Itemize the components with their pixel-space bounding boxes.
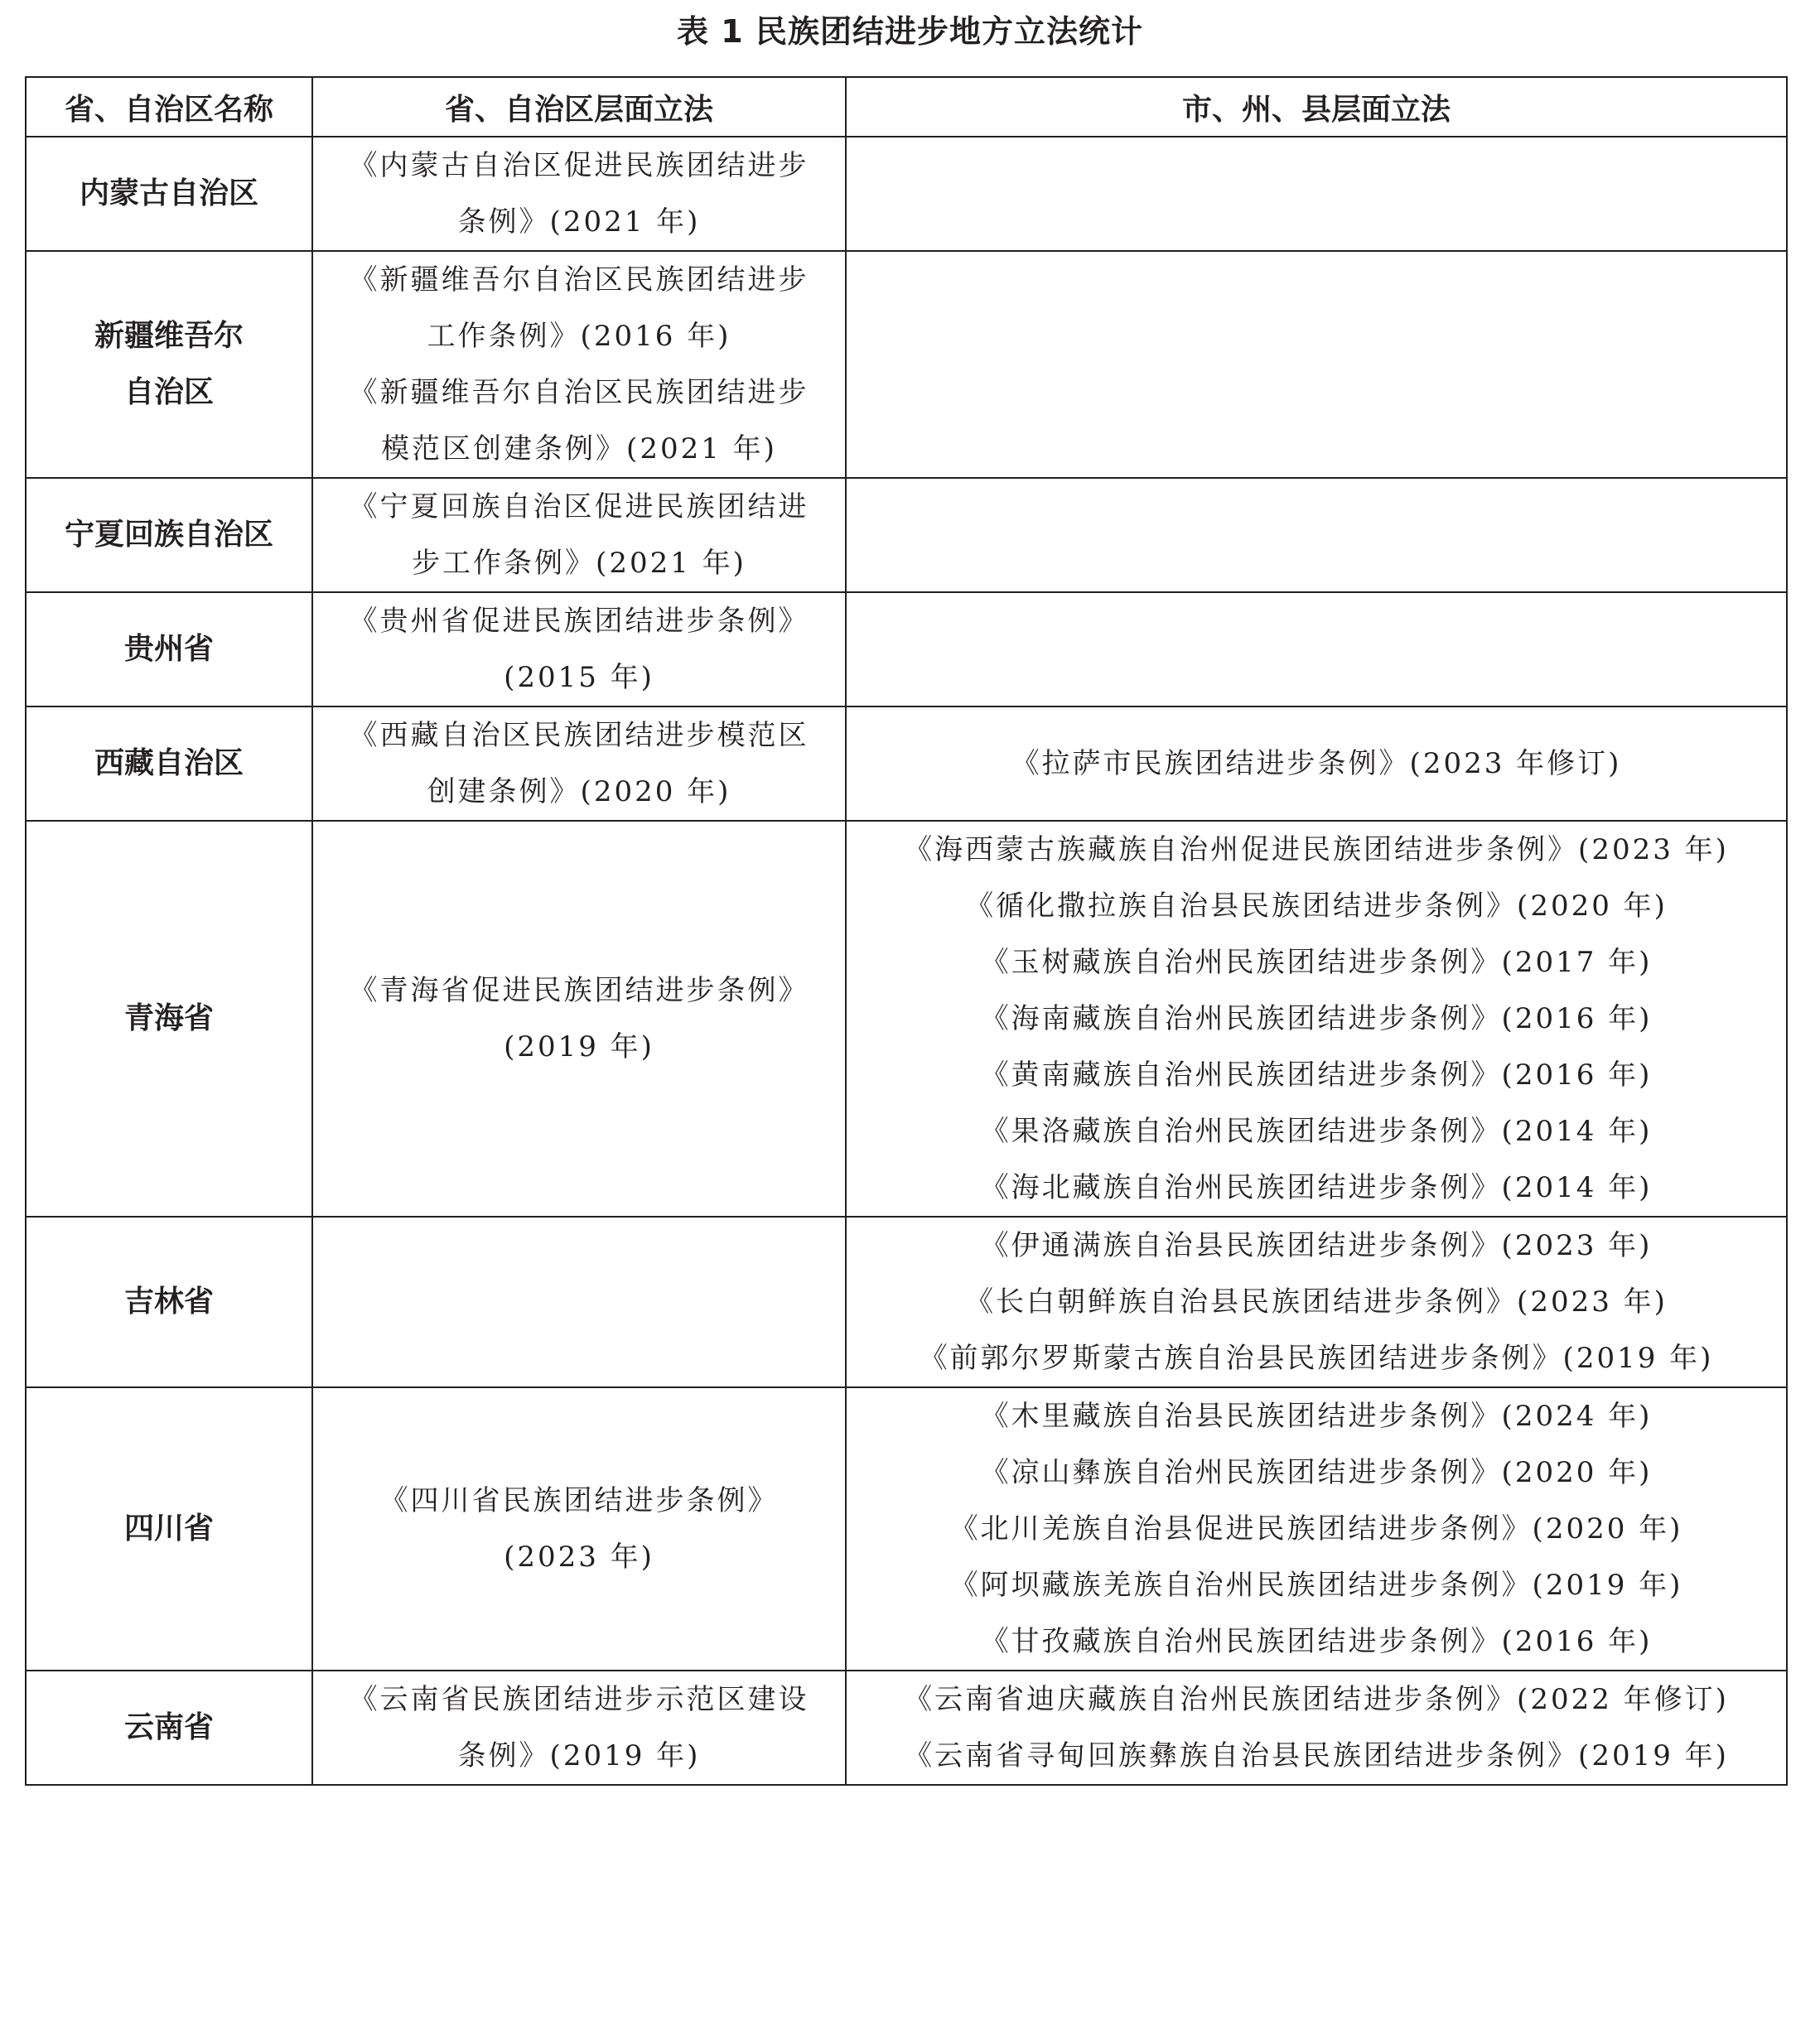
local-law-cell [846,592,1787,706]
local-law-line: 《木里藏族自治县民族团结进步条例》(2024 年) [980,1400,1653,1433]
local-law-cell [846,1387,1787,1671]
province-name-cell [26,251,312,478]
provincial-law-cell [312,137,846,251]
local-law-line: 《海南藏族自治州民族团结进步条例》(2016 年) [980,1002,1653,1035]
province-name-line: 宁夏回族自治区 [64,518,273,552]
header-local-legislation: 市、州、县层面立法 [846,77,1787,137]
province-name-line: 西藏自治区 [94,746,244,780]
header-provincial-legislation: 省、自治区层面立法 [312,77,846,137]
province-name-cell [26,592,312,706]
table-row [26,137,1787,251]
local-law-cell [846,1671,1787,1785]
provincial-law-line: 模范区创建条例》(2021 年) [381,432,777,465]
provincial-law-line: 条例》(2019 年) [457,1739,701,1772]
local-law-line: 《阿坝藏族羌族自治州民族团结进步条例》(2019 年) [949,1569,1683,1602]
provincial-law-cell [312,821,846,1217]
provincial-law-line: (2019 年) [504,1030,654,1063]
province-name-line: 吉林省 [123,1285,214,1319]
provincial-law-cell [312,1671,846,1785]
provincial-law-line: 《西藏自治区民族团结进步模范区 [349,719,809,752]
table-row [26,821,1787,1217]
province-name-line: 自治区 [123,375,214,409]
province-name-cell [26,137,312,251]
local-law-line: 《凉山彝族自治州民族团结进步条例》(2020 年) [980,1456,1653,1489]
province-name-cell [26,706,312,821]
table-header [26,77,1787,137]
provincial-law-line: 《贵州省促进民族团结进步条例》 [349,605,809,638]
table-row [26,592,1787,706]
header-row [26,77,1787,137]
provincial-law-line: (2015 年) [504,661,654,694]
legislation-table [25,76,1788,1786]
provincial-law-line: 条例》(2021 年) [457,205,701,239]
provincial-law-cell [312,1387,846,1671]
provincial-law-line: 《内蒙古自治区促进民族团结进步 [349,149,809,182]
province-name-cell [26,1671,312,1785]
table-body [26,137,1787,1785]
provincial-law-line: 《青海省促进民族团结进步条例》 [349,974,809,1007]
provincial-law-line: 《新疆维吾尔自治区民族团结进步 [349,263,809,297]
local-law-line: 《前郭尔罗斯蒙古族自治县民族团结进步条例》(2019 年) [919,1342,1714,1375]
local-law-cell [846,1217,1787,1387]
table-row [26,478,1787,592]
local-law-cell [846,821,1787,1217]
provincial-law-cell [312,478,846,592]
local-law-line: 《云南省寻甸回族彝族自治县民族团结进步条例》(2019 年) [904,1739,1729,1772]
local-law-line: 《黄南藏族自治州民族团结进步条例》(2016 年) [980,1058,1653,1092]
provincial-law-line: 创建条例》(2020 年) [427,775,731,808]
province-name-cell [26,1217,312,1387]
local-law-line: 《云南省迪庆藏族自治州民族团结进步条例》(2022 年修订) [904,1683,1729,1716]
provincial-law-line: 工作条例》(2016 年) [427,320,731,353]
local-law-line: 《海西蒙古族藏族自治州促进民族团结进步条例》(2023 年) [904,833,1729,866]
provincial-law-line: (2023 年) [504,1541,654,1574]
provincial-law-line: 《四川省民族团结进步条例》 [379,1484,779,1517]
provincial-law-cell [312,1217,846,1387]
provincial-law-line: 《云南省民族团结进步示范区建设 [349,1683,809,1716]
province-name-line: 新疆维吾尔 [94,319,244,353]
province-name-line: 青海省 [123,1001,214,1035]
province-name-line: 贵州省 [123,632,214,666]
local-law-line: 《果洛藏族自治州民族团结进步条例》(2014 年) [980,1115,1653,1148]
local-law-line: 《甘孜藏族自治州民族团结进步条例》(2016 年) [980,1625,1653,1658]
table-title: 表 1 民族团结进步地方立法统计 [677,13,1143,50]
local-law-cell [846,706,1787,821]
local-law-cell [846,251,1787,478]
local-law-cell [846,478,1787,592]
provincial-law-line: 步工作条例》(2021 年) [412,547,746,580]
province-name-line: 四川省 [123,1512,214,1546]
local-law-line: 《长白朝鲜族自治县民族团结进步条例》(2023 年) [965,1285,1668,1319]
provincial-law-line: 《宁夏回族自治区促进民族团结进 [349,490,809,523]
table-row [26,1217,1787,1387]
local-law-line: 《伊通满族自治县民族团结进步条例》(2023 年) [980,1229,1653,1262]
local-law-cell [846,137,1787,251]
provincial-law-cell [312,251,846,478]
provincial-law-line: 《新疆维吾尔自治区民族团结进步 [349,376,809,409]
province-name-cell [26,821,312,1217]
province-name-line: 内蒙古自治区 [79,176,258,210]
province-name-cell [26,478,312,592]
province-name-cell [26,1387,312,1671]
province-name-line: 云南省 [123,1710,214,1744]
local-law-line: 《循化撒拉族自治县民族团结进步条例》(2020 年) [965,890,1668,923]
local-law-line: 《北川羌族自治县促进民族团结进步条例》(2020 年) [949,1512,1683,1546]
header-province-name: 省、自治区名称 [26,77,312,137]
local-law-line: 《拉萨市民族团结进步条例》(2023 年修订) [1011,747,1622,780]
provincial-law-cell [312,592,846,706]
local-law-line: 《玉树藏族自治州民族团结进步条例》(2017 年) [980,946,1653,979]
local-law-line: 《海北藏族自治州民族团结进步条例》(2014 年) [980,1171,1653,1204]
table-row [26,251,1787,478]
table-row [26,1387,1787,1671]
table-row [26,1671,1787,1785]
table-row [26,706,1787,821]
provincial-law-cell [312,706,846,821]
